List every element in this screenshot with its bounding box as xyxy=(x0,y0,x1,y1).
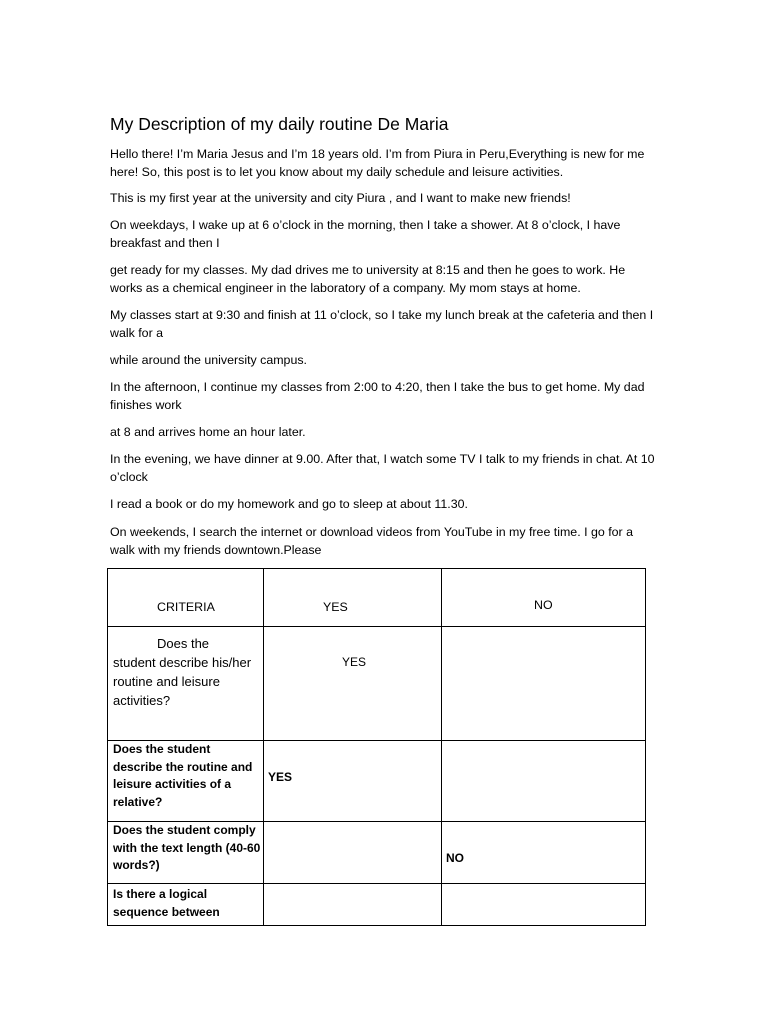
header-criteria-cell xyxy=(108,569,264,627)
paragraph-weekends: On weekends, I search the internet or download videos from YouTube in my free time. I go for a walk with my friends downtown.Please xyxy=(110,525,633,557)
no-cell xyxy=(442,822,646,884)
criterion-text: Does the student describe the routine and leisure activities of a relative? xyxy=(113,742,253,809)
no-cell xyxy=(442,884,646,926)
no-cell xyxy=(442,741,646,822)
header-yes: YES xyxy=(323,600,348,614)
table-row xyxy=(108,822,646,884)
paragraph-first-year: This is my first year at the university and city Piura , and I want to make new friends! xyxy=(110,191,571,205)
paragraph-afternoon: In the afternoon, I continue my classes from 2:00 to 4:20, then I take the bus to get home. My dad finishes work xyxy=(110,380,645,412)
no-cell xyxy=(442,627,646,741)
yes-cell xyxy=(264,884,442,926)
header-criteria: CRITERIA xyxy=(157,600,215,614)
yes-mark: YES xyxy=(342,655,367,669)
paragraph-night: I read a book or do my homework and go to sleep at about 11.30. xyxy=(110,497,468,511)
table-row xyxy=(108,741,646,822)
table-header-row xyxy=(108,569,646,627)
yes-cell xyxy=(264,741,442,822)
criterion-text: Does the student describe his/her routine and leisure activities? xyxy=(113,636,252,708)
document-title: My Description of my daily routine De Maria xyxy=(110,114,449,134)
criterion-cell xyxy=(108,822,264,884)
paragraph-dad-home: at 8 and arrives home an hour later. xyxy=(110,425,306,439)
paragraph-campus: while around the university campus. xyxy=(110,353,307,367)
yes-cell xyxy=(264,627,442,741)
paragraph-classes-prep: get ready for my classes. My dad drives me to university at 8:15 and then he goes to work. He works as a chemical engineer in the laboratory of a company. My mom stays at home. xyxy=(110,263,626,295)
yes-cell xyxy=(264,822,442,884)
criterion-cell xyxy=(108,741,264,822)
criterion-text: Does the student comply with the text length (40-60 words?) xyxy=(113,823,261,872)
yes-mark: YES xyxy=(268,770,293,784)
header-no-cell xyxy=(442,569,646,627)
paragraph-weekdays: On weekdays, I wake up at 6 o’clock in the morning, then I take a shower. At 8 o’clock, I have breakfast and then I xyxy=(110,218,621,250)
criteria-table xyxy=(107,568,646,926)
criterion-cell xyxy=(108,884,264,926)
criterion-text: Is there a logical sequence between xyxy=(113,887,220,919)
table-row xyxy=(108,884,646,926)
header-no: NO xyxy=(534,598,553,612)
paragraph-evening: In the evening, we have dinner at 9.00. After that, I watch some TV I talk to my friends in chat. At 10 o’clock xyxy=(110,452,655,484)
no-mark: NO xyxy=(446,851,464,865)
header-yes-cell xyxy=(264,569,442,627)
table-row xyxy=(108,627,646,741)
paragraph-classes-time: My classes start at 9:30 and finish at 11 o’clock, so I take my lunch break at the cafeteria and then I walk for a xyxy=(110,308,654,340)
criterion-cell xyxy=(108,627,264,741)
paragraph-intro: Hello there! I’m Maria Jesus and I’m 18 years old. I’m from Piura in Peru,Everything is new for me here! So, this post is to let you know about my daily schedule and leisure activities. xyxy=(110,147,645,179)
